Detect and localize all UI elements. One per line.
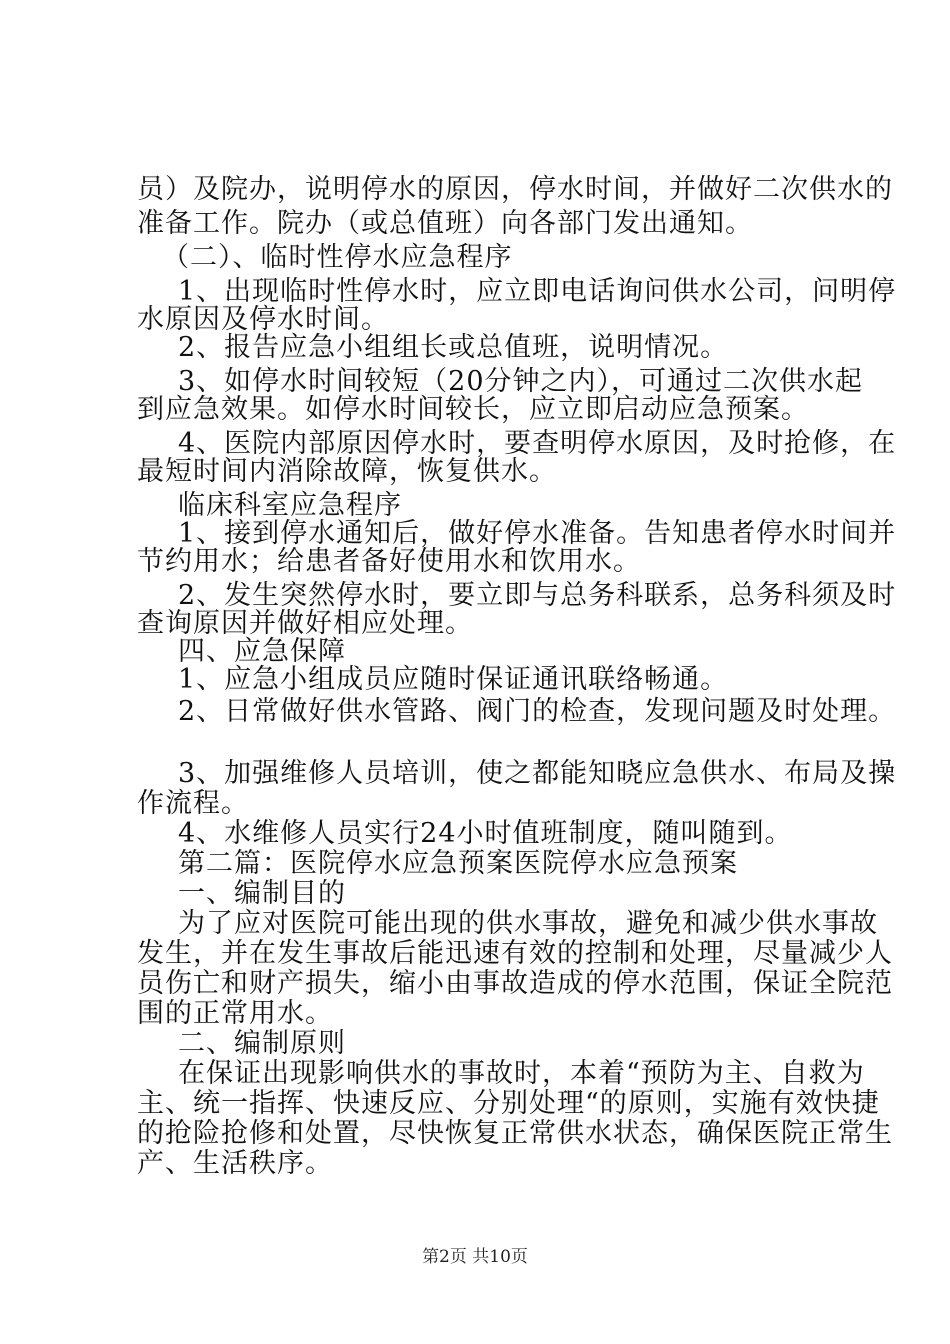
- text-line: 为了应对医院可能出现的供水事故，避免和减少供水事故: [178, 908, 878, 939]
- section-heading: 二、编制原则: [178, 1028, 346, 1059]
- text-line: 1、出现临时性停水时，应立即电话询问供水公司，问明停: [178, 276, 897, 307]
- section-heading: 一、编制目的: [178, 878, 346, 909]
- section-heading: 第二篇：医院停水应急预案医院停水应急预案: [178, 848, 738, 879]
- text-line: 1、应急小组成员应随时保证通讯联络畅通。: [178, 664, 729, 695]
- text-line: 员）及院办，说明停水的原因，停水时间，并做好二次供水的: [137, 174, 893, 205]
- text-line: 4、医院内部原因停水时，要查明停水原因，及时抢修，在: [178, 428, 897, 459]
- text-line: 最短时间内消除故障，恢复供水。: [137, 456, 557, 487]
- text-line: 的抢险抢修和处置，尽快恢复正常供水状态，确保医院正常生: [137, 1118, 893, 1149]
- text-line: 节约用水；给患者备好使用水和饮用水。: [137, 546, 641, 577]
- text-line: 准备工作。院办（或总值班）向各部门发出通知。: [137, 208, 753, 239]
- text-line: 围的正常用水。: [137, 998, 333, 1029]
- text-line: 1、接到停水通知后，做好停水准备。告知患者停水时间并: [178, 518, 897, 549]
- text-line: 查询原因并做好相应处理。: [137, 608, 473, 639]
- text-line: 在保证出现影响供水的事故时，本着“预防为主、自救为: [178, 1058, 865, 1089]
- text-line: 发生，并在发生事故后能迅速有效的控制和处理，尽量减少人: [137, 938, 893, 969]
- text-line: 作流程。: [137, 788, 249, 819]
- section-heading: （二）、临时性停水应急程序: [162, 242, 513, 273]
- text-line: 水原因及停水时间。: [137, 304, 389, 335]
- text-line: 2、发生突然停水时，要立即与总务科联系，总务科须及时: [178, 580, 897, 611]
- text-line: 3、加强维修人员培训，使之都能知晓应急供水、布局及操: [178, 758, 897, 789]
- text-line: 2、日常做好供水管路、阀门的检查，发现问题及时处理。: [178, 696, 897, 727]
- text-line: 产、生活秩序。: [137, 1148, 333, 1179]
- section-heading: 四、应急保障: [178, 636, 346, 667]
- text-line: 到应急效果。如停水时间较长，应立即启动应急预案。: [137, 394, 809, 425]
- text-line: 主、统一指挥、快速反应、分别处理“的原则，实施有效快捷: [137, 1088, 880, 1119]
- text-line: 2、报告应急小组组长或总值班，说明情况。: [178, 332, 729, 363]
- text-line: 员伤亡和财产损失，缩小由事故造成的停水范围，保证全院范: [137, 968, 893, 999]
- section-heading: 临床科室应急程序: [178, 490, 402, 521]
- text-line: 3、如停水时间较短（20分钟之内），可通过二次供水起: [178, 366, 864, 397]
- page-number-footer: 第2页 共10页: [422, 1247, 528, 1267]
- text-line: 4、水维修人员实行24小时值班制度，随叫随到。: [178, 818, 793, 849]
